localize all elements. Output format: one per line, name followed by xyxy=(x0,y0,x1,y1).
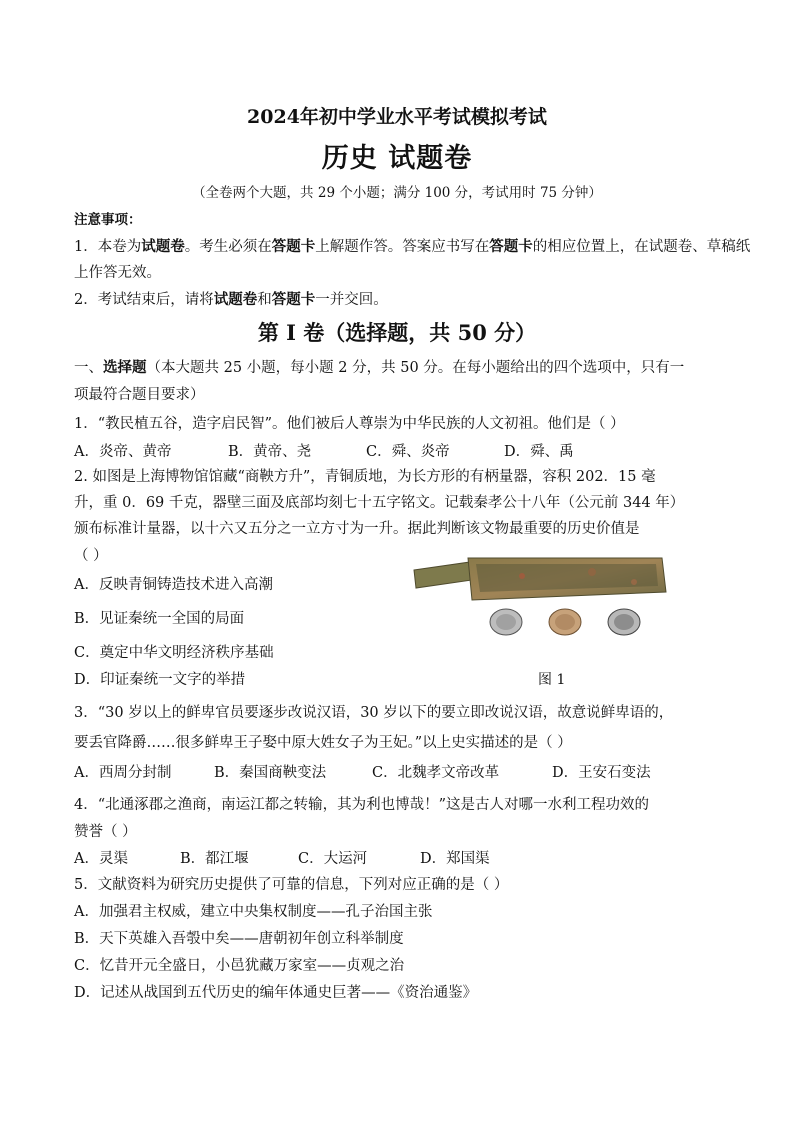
q3-option-b: B．秦国商鞅变法 xyxy=(214,765,327,781)
section-text: （本大题共 25 小题，每小题 2 分，共 50 分。在每小题给出的四个选项中，只有一 xyxy=(146,360,685,376)
q5-option-c: C．忆昔开元全盛日，小邑犹藏万家室——贞观之治 xyxy=(74,958,405,974)
q3-option-d: D．王安石变法 xyxy=(552,765,651,781)
bronze-measure-figure xyxy=(412,548,668,648)
notes-heading: 注意事项： xyxy=(74,212,142,228)
section-bold: 选择题 xyxy=(103,359,147,376)
q5-option-d: D．记述从战国到五代历史的编年体通史巨著——《资治通鉴》 xyxy=(74,985,478,1001)
q1-options xyxy=(74,442,724,462)
exam-info: （全卷两个大题，共 29 个小题；满分 100 分，考试用时 75 分钟） xyxy=(192,185,602,201)
q3-options xyxy=(74,763,724,783)
q5-stem: 5．文献资料为研究历史提供了可靠的信息，下列对应正确的是（ ） xyxy=(74,877,509,893)
note-text: 一并交回。 xyxy=(315,292,388,308)
note-text: 。考生必须在 xyxy=(184,239,272,255)
q2-line-4: （ ） xyxy=(74,548,108,564)
q3-option-c: C．北魏孝文帝改革 xyxy=(372,765,500,781)
q4-line-2: 赞誉（ ） xyxy=(74,824,137,840)
section-instructions-line-1 xyxy=(74,358,724,378)
q2-option-c: C．奠定中华文明经济秩序基础 xyxy=(74,645,274,661)
q3-option-a: A．西周分封制 xyxy=(74,765,172,781)
note-text: 和 xyxy=(257,292,272,308)
q4-option-b: B．都江堰 xyxy=(180,851,249,867)
note-bold: 答题卡 xyxy=(271,238,316,255)
q4-option-a: A．灵渠 xyxy=(74,851,128,867)
q1-option-a: A．炎帝、黄帝 xyxy=(74,444,172,460)
q2-option-b: B．见证秦统一全国的局面 xyxy=(74,611,245,627)
q4-line-1: 4．“北通涿郡之渔商，南运江都之转输，其为利也博哉！”这是古人对哪一水利工程功效的 xyxy=(74,797,650,813)
note-text: 2．考试结束后，请将 xyxy=(74,292,214,308)
q2-line-3: 颁布标准计量器，以十六又五分之一立方寸为一升。据此判断该文物最重要的历史价值是 xyxy=(74,521,640,537)
q4-options xyxy=(74,849,724,869)
section-text: 一、 xyxy=(74,360,103,376)
note-bold: 答题卡 xyxy=(489,238,533,255)
q2-option-d: D．印证秦统一文字的举措 xyxy=(74,672,246,688)
note-1-line-2: 上作答无效。 xyxy=(74,265,161,281)
q4-option-c: C．大运河 xyxy=(298,851,368,867)
note-text: 上解题作答。答案应书写在 xyxy=(315,239,490,255)
q1-option-c: C．舜、炎帝 xyxy=(366,444,450,460)
note-text: 的相应位置上，在试题卷、草稿纸 xyxy=(532,239,751,255)
note-1-line-1 xyxy=(74,237,751,257)
bronze-measure-icon xyxy=(414,558,666,600)
exam-title: 2024年初中学业水平考试模拟考试 xyxy=(247,106,547,128)
section-title: 第 I 卷（选择题，共 50 分） xyxy=(257,320,537,345)
q2-option-a: A．反映青铜铸造技术进入高潮 xyxy=(74,577,273,593)
q2-line-1: 2. 如图是上海博物馆馆藏“商鞅方升”，青铜质地，为长方形的有柄量器，容积 202．15 毫 xyxy=(74,469,656,485)
q2-line-2: 升，重 0．69 千克，器壁三面及底部均刻七十五字铭文。记载秦孝公十八年（公元前 344 年） xyxy=(74,495,685,511)
section-instructions-line-2: 项最符合题目要求） xyxy=(74,387,205,403)
q1-option-b: B．黄帝、尧 xyxy=(228,444,312,460)
inscription-rubbing-icons xyxy=(490,609,640,635)
q3-line-1: 3．“30 岁以上的鲜卑官员要逐步改说汉语，30 岁以下的要立即改说汉语，故意说鲜卑语的， xyxy=(74,705,674,721)
q5-option-b: B．天下英雄入吾彀中矣——唐朝初年创立科举制度 xyxy=(74,931,404,947)
q1-stem: 1．“教民植五谷，造字启民智”。他们被后人尊崇为中华民族的人文初祖。他们是（ ） xyxy=(74,416,625,432)
note-bold: 试题卷 xyxy=(213,291,258,308)
note-bold: 试题卷 xyxy=(141,238,185,255)
note-2 xyxy=(74,290,724,310)
q3-line-2: 要丢官降爵……很多鲜卑王子娶中原大姓女子为王妃。”以上史实描述的是（ ） xyxy=(74,735,572,751)
note-text: 1．本卷为 xyxy=(74,239,142,255)
q1-option-d: D．舜、禹 xyxy=(504,444,574,460)
note-bold: 答题卡 xyxy=(271,291,316,308)
q4-option-d: D．郑国渠 xyxy=(420,851,490,867)
subject-title: 历史 试题卷 xyxy=(321,143,473,174)
figure-caption: 图 1 xyxy=(538,672,566,688)
q5-option-a: A．加强君主权威，建立中央集权制度——孔子治国主张 xyxy=(74,904,433,920)
